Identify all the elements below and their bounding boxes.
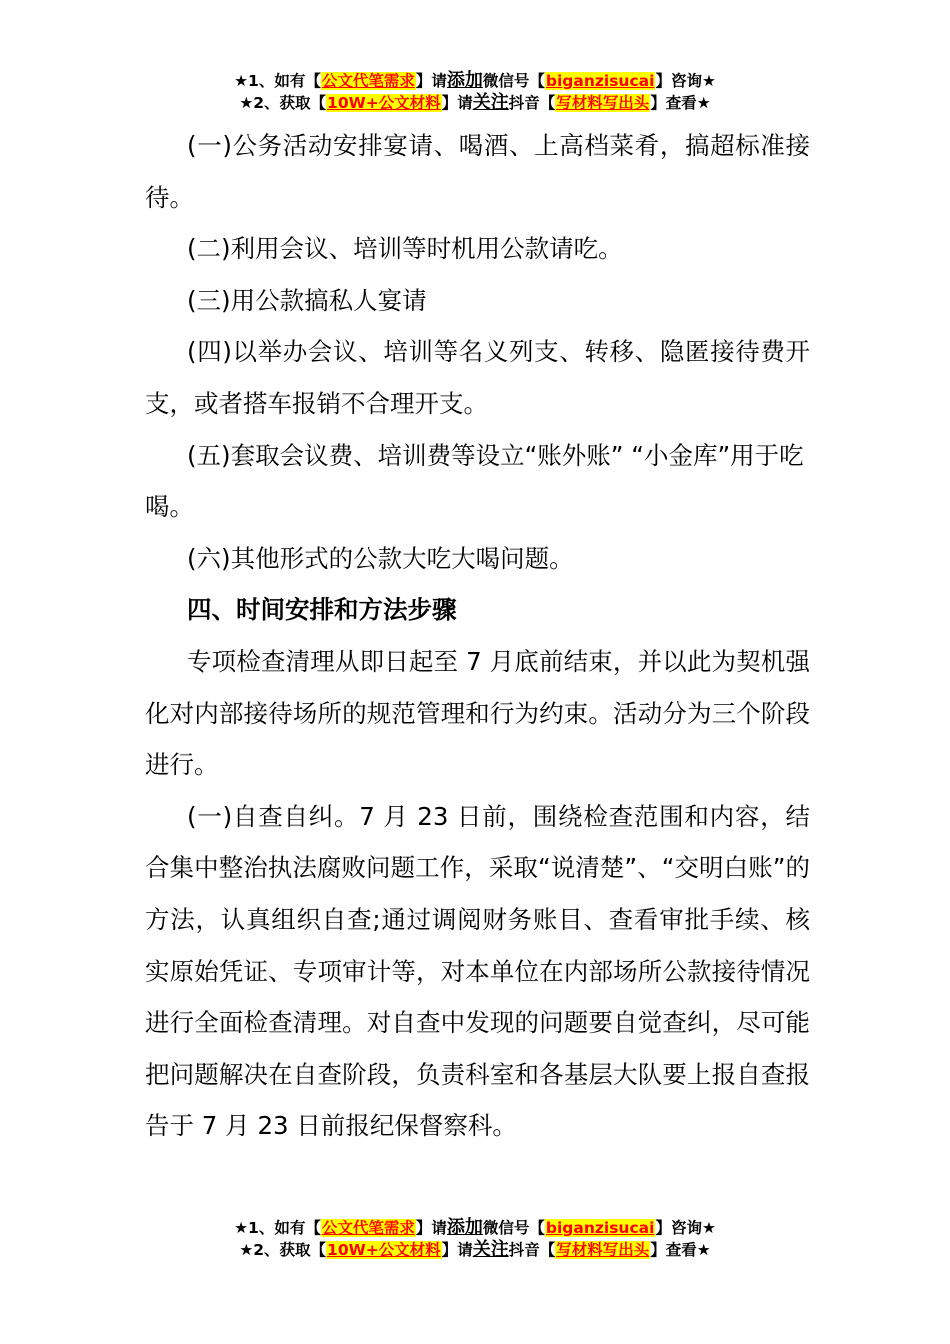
banner-line-2 [0,92,950,114]
banner-text: 抖音【 [508,94,556,112]
paragraph: 专项检查清理从即日起至 7 月底前结束，并以此为契机强化对内部接待场所的规范管理和行为约束。活动分为三个阶段进行。 [145,646,810,780]
banner-text: 】查看★ [650,94,711,112]
banner-highlight: 10W+公文材料 [327,94,441,112]
banner-text: ★1、如有【 [234,72,321,90]
banner-line-1 [0,70,950,92]
banner-text: ★2、获取【 [239,94,327,112]
header-banner [0,70,950,114]
banner-line-1 [0,1217,950,1239]
banner-highlight: 写材料写出头 [556,1241,650,1259]
banner-text: 】请 [415,72,447,90]
paragraph: (一)公务活动安排宴请、喝酒、上高档菜肴，搞超标准接待。 [145,131,810,212]
banner-text: 抖音【 [508,1241,556,1259]
banner-text: 】咨询★ [655,1219,716,1237]
banner-text: ★2、获取【 [239,1241,327,1259]
banner-wechat-id: biganzisucai [545,72,655,90]
banner-emphasis: 添加 [446,1217,483,1238]
banner-text: 】查看★ [650,1241,711,1259]
paragraph: (二)利用会议、培训等时机用公款请吃。 [187,234,623,264]
banner-text: 】请 [441,1241,473,1259]
banner-emphasis: 添加 [446,70,483,91]
paragraph: (一)自查自纠。7 月 23 日前，围绕检查范围和内容，结合集中整治执法腐败问题工作，采取“说清楚”、“交明白账”的方法，认真组织自查;通过调阅财务账目、查看审批手续、核实原始凭证、专项审计等，对本单位在内部场所公款接待情况进行全面检查清理。对自查中发现的问题要自觉查纠，尽可能把问题解决在自查阶段，负责科室和各基层大队要上报自查报告于 7 月 23 日前报纪保督察科。 [145,801,810,1141]
banner-wechat-id: biganzisucai [545,1219,655,1237]
banner-text: 】请 [415,1219,447,1237]
paragraph: (三)用公款搞私人宴请 [187,285,427,315]
banner-text: ★1、如有【 [234,1219,321,1237]
banner-highlight: 写材料写出头 [556,94,650,112]
document-body [145,120,810,1152]
section-heading: 四、时间安排和方法步骤 [187,595,457,625]
banner-text: 】咨询★ [655,72,716,90]
paragraph: (六)其他形式的公款大吃大喝问题。 [187,543,574,573]
banner-text: 微信号【 [482,72,545,90]
paragraph: (五)套取会议费、培训费等设立“账外账” “小金库”用于吃喝。 [145,440,804,522]
footer-banner [0,1217,950,1261]
banner-emphasis: 关注 [472,92,509,113]
banner-highlight: 公文代笔需求 [321,1219,415,1237]
banner-highlight: 公文代笔需求 [321,72,415,90]
banner-emphasis: 关注 [472,1239,509,1260]
banner-highlight: 10W+公文材料 [327,1241,441,1259]
banner-text: 】请 [441,94,473,112]
banner-line-2 [0,1239,950,1261]
banner-text: 微信号【 [482,1219,545,1237]
paragraph: (四)以举办会议、培训等名义列支、转移、隐匿接待费开支，或者搭车报销不合理开支。 [145,337,810,418]
